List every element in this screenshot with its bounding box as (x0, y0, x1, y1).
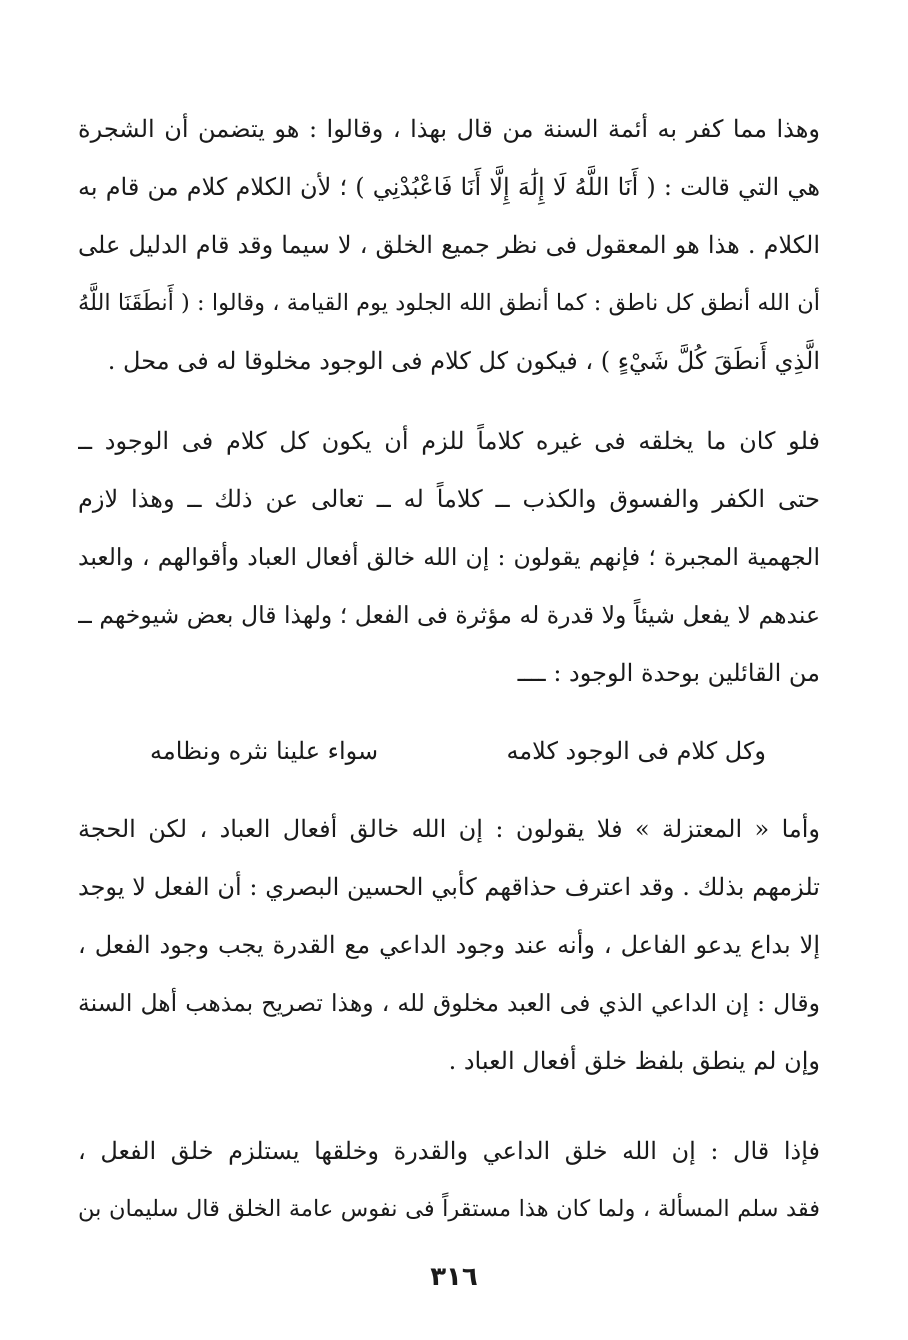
paragraph-4 (78, 1122, 820, 1238)
text-line: فقد سلم المسألة ، ولما كان هذا مستقراً فى نفوس عامة الخلق قال سليمان بن (78, 1196, 820, 1222)
text-line: وهذا مما كفر به أئمة السنة من قال بهذا ، وقالوا : هو يتضمن أن الشجرة (78, 115, 820, 143)
verse-first-hemistich: وكل كلام فى الوجود كلامه (506, 737, 766, 765)
text-line: حتى الكفر والفسوق والكذب ــ كلاماً له ــ تعالى عن ذلك ــ وهذا لازم (78, 485, 820, 513)
page-number: ٣١٦ (430, 1262, 478, 1292)
text-line: الَّذِي أَنطَقَ كُلَّ شَيْءٍ ) ، فيكون كل كلام فى الوجود مخلوقا له فى محل . (107, 347, 820, 375)
verse-second-hemistich: سواء علينا نثره ونظامه (150, 737, 379, 765)
text-line: فإذا قال : إن الله خلق الداعي والقدرة وخلقها يستلزم خلق الفعل ، (78, 1137, 820, 1165)
text-line: الكلام . هذا هو المعقول فى نظر جميع الخلق ، لا سيما وقد قام الدليل على (78, 231, 820, 259)
paragraph-2 (78, 412, 820, 702)
text-line: هي التي قالت : ( أَنَا اللَّهُ لَا إِلَٰهَ إِلَّا أَنَا فَاعْبُدْنِي ) ؛ لأن الكلام كلام من قام به (78, 173, 820, 201)
text-line: فلو كان ما يخلقه فى غيره كلاماً للزم أن يكون كل كلام فى الوجود ــ (78, 427, 820, 455)
text-line: أن الله أنطق كل ناطق : كما أنطق الله الجلود يوم القيامة ، وقالوا : ( أَنطَقَنَا اللَّهُ (78, 290, 820, 316)
paragraph-3 (78, 800, 820, 1090)
text-line: وإن لم ينطق بلفظ خلق أفعال العباد . (448, 1047, 820, 1075)
text-line: الجهمية المجبرة ؛ فإنهم يقولون : إن الله خالق أفعال العباد وأقوالهم ، والعبد (78, 543, 820, 571)
text-line: إلا بداع يدعو الفاعل ، وأنه عند وجود الداعي مع القدرة يجب وجود الفعل ، (78, 931, 820, 959)
paragraph-1 (78, 100, 820, 390)
text-line: وقال : إن الداعي الذي فى العبد مخلوق لله ، وهذا تصريح بمذهب أهل السنة (78, 989, 820, 1017)
poetry-verse (150, 726, 766, 776)
text-line: وأما « المعتزلة » فلا يقولون : إن الله خالق أفعال العباد ، لكن الحجة (78, 815, 820, 843)
text-line: من القائلين بوحدة الوجود : ــــ (517, 659, 820, 687)
text-line: عندهم لا يفعل شيئاً ولا قدرة له مؤثرة فى الفعل ؛ ولهذا قال بعض شيوخهم ــ (78, 601, 820, 629)
text-line: تلزمهم بذلك . وقد اعترف حذاقهم كأبي الحسين البصري : أن الفعل لا يوجد (78, 873, 820, 901)
